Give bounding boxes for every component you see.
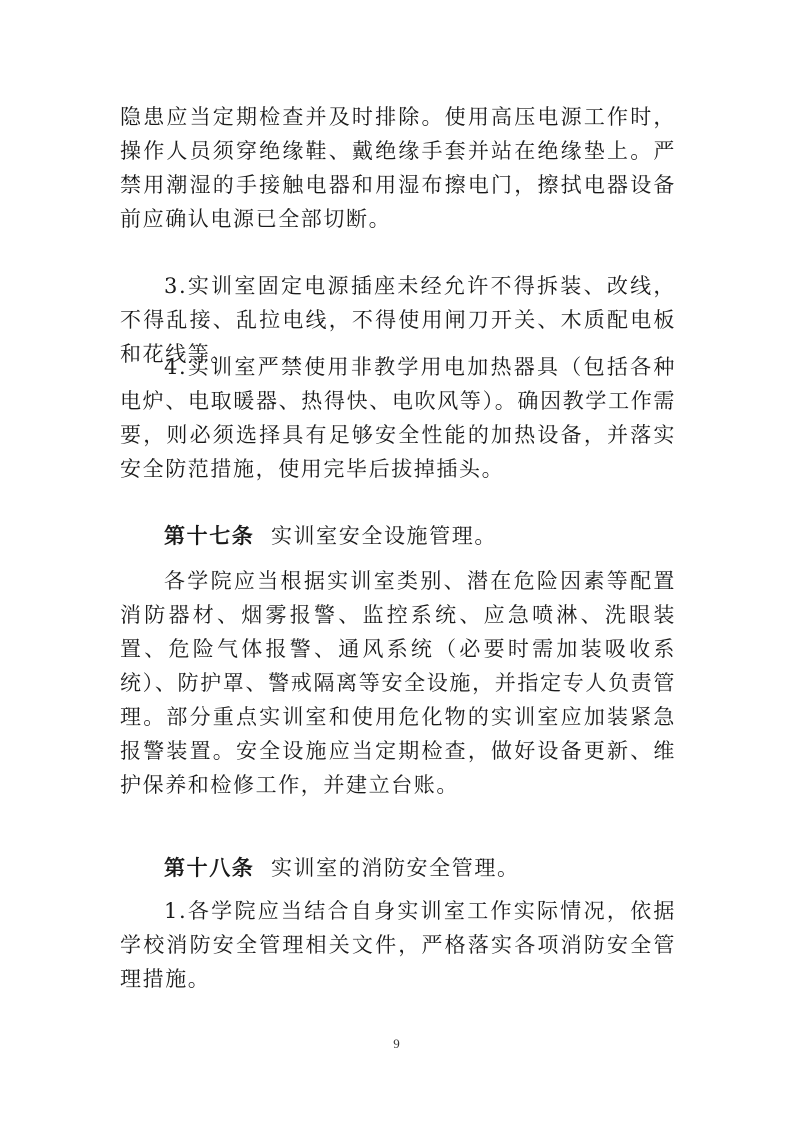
article-17-heading xyxy=(120,519,676,553)
paragraph-item-4: 4.实训室严禁使用非教学用电加热器具（包括各种电炉、电取暖器、热得快、电吹风等）。确因教学工作需要，则必须选择具有足够安全性能的加热设备，并落实安全防范措施，使用完毕后拔掉插头。 xyxy=(120,355,676,481)
article-17-title: 实训室安全设施管理。 xyxy=(254,524,497,548)
paragraph-item-1: 1.各学院应当结合自身实训室工作实际情况，依据学校消防安全管理相关文件，严格落实各项消防安全管理措施。 xyxy=(120,899,676,991)
paragraph-item-3: 3.实训室固定电源插座未经允许不得拆装、改线，不得乱接、乱拉电线，不得使用闸刀开关、木质配电板和花线等。 xyxy=(120,274,676,366)
paragraph-article-17-body: 各学院应当根据实训室类别、潜在危险因素等配置消防器材、烟雾报警、监控系统、应急喷淋、洗眼装置、危险气体报警、通风系统（必要时需加装吸收系统）、防护罩、警戒隔离等安全设施，并指定专人负责管理。部分重点实训室和使用危化物的实训室应加装紧急报警装置。安全设施应当定期检查，做好设备更新、维护保养和检修工作，并建立台账。 xyxy=(120,569,676,797)
article-18-title: 实训室的消防安全管理。 xyxy=(254,856,520,880)
page-number: 9 xyxy=(393,1036,400,1051)
article-18-number: 第十八条 xyxy=(164,856,255,880)
article-17-number: 第十七条 xyxy=(164,524,255,548)
article-18-heading xyxy=(120,851,676,885)
paragraph-continuation: 隐患应当定期检查并及时排除。使用高压电源工作时，操作人员须穿绝缘鞋、戴绝缘手套并站在绝缘垫上。严禁用潮湿的手接触电器和用湿布擦电门，擦拭电器设备前应确认电源已全部切断。 xyxy=(120,105,676,231)
